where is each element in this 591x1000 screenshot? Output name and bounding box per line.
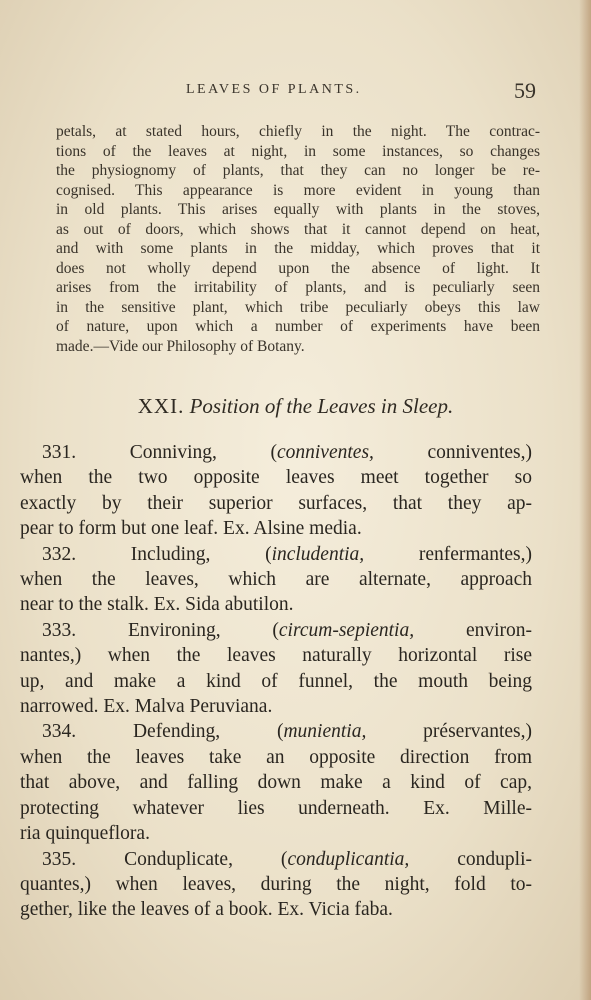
section-number: XXI. bbox=[137, 394, 185, 418]
text-line: cognised. This appearance is more evident in young than bbox=[56, 181, 540, 199]
entry-333-line: up, and make a kind of funnel, the mouth being bbox=[20, 670, 532, 692]
entry-333-line bbox=[20, 618, 532, 643]
entry-332-term: 332. Including, ( bbox=[42, 543, 272, 565]
entry-335-line bbox=[20, 847, 532, 872]
entry-333-term: 333. Environing, ( bbox=[42, 619, 279, 641]
text-line: in the sensitive plant, which tribe peculiarly obeys this law bbox=[56, 298, 540, 316]
entry-332-latin: includentia, bbox=[271, 543, 365, 565]
intro-paragraph bbox=[56, 122, 540, 356]
entry-335-latin: conduplicantia, bbox=[287, 848, 410, 870]
text-line: does not wholly depend upon the absence of light. It bbox=[56, 259, 540, 277]
entry-333-line: narrowed. Ex. Malva Peruviana. bbox=[20, 696, 273, 718]
entry-331-line: when the two opposite leaves meet together so bbox=[20, 467, 532, 489]
entry-335-french: condupli- bbox=[409, 848, 533, 870]
page-number: 59 bbox=[514, 78, 536, 103]
entry-334-term: 334. Defending, ( bbox=[42, 721, 284, 743]
entry-332-line: near to the stalk. Ex. Sida abutilon. bbox=[20, 594, 294, 616]
entry-334-line: ria quinqueflora. bbox=[20, 823, 150, 845]
entry-335-line: gether, like the leaves of a book. Ex. Vicia faba. bbox=[20, 899, 393, 921]
page-edge bbox=[579, 0, 591, 1000]
entry-331-term: 331. Conniving, ( bbox=[42, 442, 277, 463]
text-line: the physiognomy of plants, that they can no longer be re- bbox=[56, 162, 540, 179]
text-line: petals, at stated hours, chiefly in the night. The contrac- bbox=[56, 123, 540, 140]
text-line: of nature, upon which a number of experiments have been bbox=[56, 318, 540, 335]
section-heading bbox=[0, 394, 591, 419]
entries-list bbox=[20, 440, 532, 923]
text-line: as out of doors, which shows that it cannot depend on heat, bbox=[56, 220, 540, 238]
text-line: tions of the leaves at night, in some instances, so changes bbox=[56, 142, 540, 160]
entry-334-line: that above, and falling down make a kind of cap, bbox=[20, 772, 532, 794]
entry-334-line: protecting whatever lies underneath. Ex. Mille- bbox=[20, 797, 532, 819]
entry-331-line: exactly by their superior surfaces, that they ap- bbox=[20, 492, 532, 514]
entry-333-french: environ- bbox=[414, 619, 533, 641]
running-head: LEAVES OF PLANTS. bbox=[186, 82, 362, 97]
entry-332-line: when the leaves, which are alternate, approach bbox=[20, 569, 532, 591]
entry-335-line: quantes,) when leaves, during the night, fold to- bbox=[20, 873, 532, 895]
page-header bbox=[0, 80, 591, 106]
entry-334-latin: munientia, bbox=[283, 721, 367, 743]
entry-331-line bbox=[20, 440, 532, 465]
entry-334-line: when the leaves take an opposite direction from bbox=[20, 746, 532, 768]
entry-331-french: conniventes,) bbox=[373, 442, 532, 463]
section-title: Position of the Leaves in Sleep. bbox=[189, 394, 454, 418]
entry-333-latin: circum-sepientia, bbox=[278, 619, 415, 641]
entry-331-line: pear to form but one leaf. Ex. Alsine media. bbox=[20, 518, 362, 540]
entry-332-french: renfermantes,) bbox=[364, 543, 532, 565]
entry-335-term: 335. Conduplicate, ( bbox=[42, 848, 288, 870]
text-line: made.—Vide our Philosophy of Botany. bbox=[56, 337, 305, 355]
text-line: arises from the irritability of plants, and is peculiarly seen bbox=[56, 279, 540, 296]
text-line: in old plants. This arises equally with plants in the stoves, bbox=[56, 201, 540, 218]
entry-333-line: nantes,) when the leaves naturally horizontal rise bbox=[20, 645, 532, 667]
entry-331-latin: conniventes, bbox=[276, 442, 374, 463]
entry-332-line bbox=[20, 542, 532, 567]
entry-334-line bbox=[20, 719, 532, 744]
text-line: and with some plants in the midday, which proves that it bbox=[56, 240, 540, 257]
entry-334-french: préservantes,) bbox=[366, 721, 532, 743]
